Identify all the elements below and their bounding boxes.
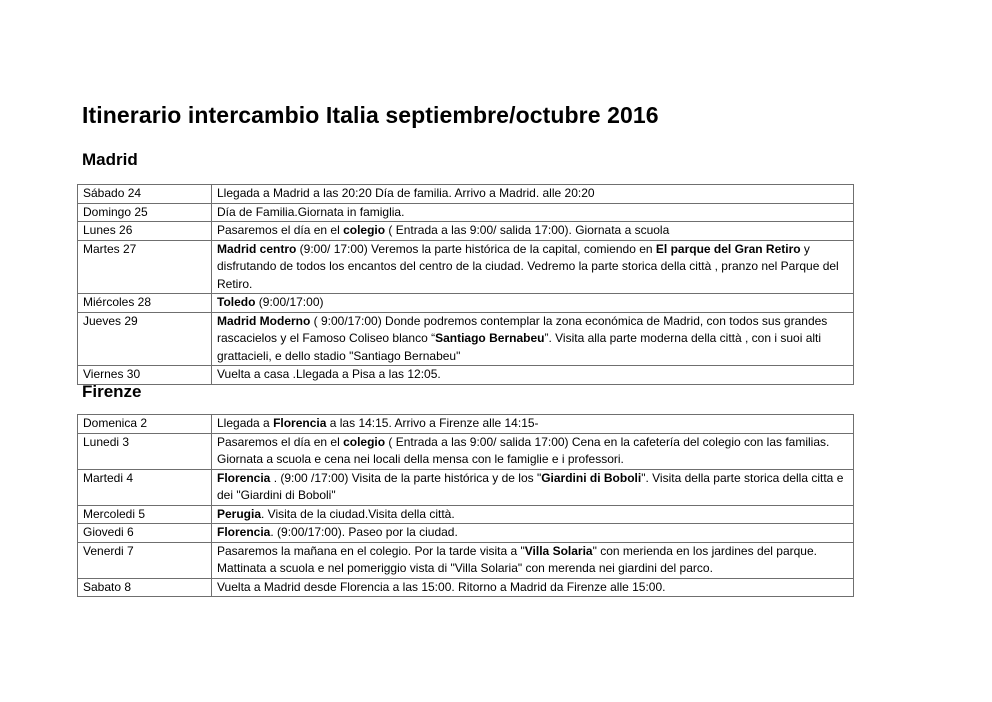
activity-cell: [212, 294, 854, 313]
activity-cell: [212, 415, 854, 434]
activity-text: Pasaremos la mañana en el colegio. Por la tarde visita a ": [217, 543, 525, 558]
table-row: [78, 203, 854, 222]
table-row: [78, 185, 854, 204]
activity-cell: [212, 185, 854, 204]
day-cell: Jueves 29: [78, 312, 212, 366]
activity-text: Llegada a Madrid a las 20:20 Día de familia. Arrivo a Madrid. alle 20:20: [217, 186, 595, 200]
activity-text-bold: Villa Solaria: [524, 543, 593, 558]
table-row: [78, 240, 854, 294]
activity-cell: [212, 240, 854, 294]
activity-text-bold: Giardini di Boboli: [541, 470, 642, 485]
activity-cell: [212, 203, 854, 222]
table-row: [78, 524, 854, 543]
activity-text: ( 9:00/17:00) Donde podremos contemplar la zona económica de Madrid, con todos sus grandes rascacielos y el Famoso Coliseo blanco “: [217, 313, 828, 345]
activity-text-bold: Perugia: [217, 506, 262, 521]
activity-text: Día de Familia.Giornata in famiglia.: [217, 204, 405, 219]
day-cell: Domingo 25: [78, 203, 212, 222]
activity-text: (9:00/17:00): [255, 295, 324, 309]
activity-text: Pasaremos el día en el: [217, 223, 344, 237]
day-cell: Giovedi 6: [78, 524, 212, 543]
activity-cell: [212, 312, 854, 366]
itinerary-table-firenze: [77, 414, 854, 597]
activity-text-bold: Florencia: [217, 470, 271, 485]
activity-text: y disfrutando de todos los encantos del centro de la ciudad. Vedremo la parte storica della città , pranzo nel Parque del Retiro.: [217, 241, 839, 291]
activity-text: a las 14:15. Arrivo a Firenze alle 14:15-: [326, 416, 539, 430]
table-row: [78, 433, 854, 469]
activity-text: . (9:00 /17:00) Visita de la parte histórica y de los ": [270, 470, 542, 485]
activity-text: ( Entrada a las 9:00/ salida 17:00) Cena en la cafetería del colegio con las familias. Giornata a scuola e cena nei locali della mensa con le famiglie e i professori.: [217, 434, 830, 466]
table-row: [78, 312, 854, 366]
day-cell: Lunes 26: [78, 222, 212, 241]
table-row: [78, 222, 854, 241]
activity-cell: [212, 366, 854, 385]
day-cell: Sabato 8: [78, 578, 212, 597]
itinerary-table-madrid: [77, 184, 854, 385]
table-row: [78, 415, 854, 434]
activity-text-bold: El parque del Gran Retiro: [655, 241, 801, 256]
table-row: [78, 542, 854, 578]
activity-cell: [212, 578, 854, 597]
activity-text: ”. Visita alla parte moderna della città , con i suoi alti grattacieli, e dello stadio "Santiago Bernabeu": [217, 331, 822, 363]
day-cell: Viernes 30: [78, 366, 212, 385]
activity-text-bold: colegio: [343, 434, 386, 449]
activity-cell: [212, 542, 854, 578]
activity-text: Vuelta a casa .Llegada a Pisa a las 12:05.: [217, 367, 441, 381]
activity-text: ". Visita della parte storica della citta e dei "Giardini di Boboli": [217, 470, 844, 502]
activity-text: Vuelta a Madrid desde Florencia a las 15:00. Ritorno a Madrid da Firenze alle 15:00.: [217, 579, 666, 594]
activity-text-bold: Madrid centro: [217, 241, 297, 256]
activity-text: . Visita de la ciudad.Visita della città.: [261, 506, 455, 521]
table-row: [78, 469, 854, 505]
day-cell: Miércoles 28: [78, 294, 212, 313]
day-cell: Martedi 4: [78, 469, 212, 505]
table-row: [78, 505, 854, 524]
activity-cell: [212, 433, 854, 469]
day-cell: Domenica 2: [78, 415, 212, 434]
activity-cell: [212, 222, 854, 241]
document-title: Itinerario intercambio Italia septiembre/octubre 2016: [82, 102, 659, 128]
table-row: [78, 366, 854, 385]
activity-text-bold: Florencia: [273, 416, 327, 430]
section-heading-madrid: Madrid: [82, 150, 138, 169]
activity-text: (9:00/ 17:00) Veremos la parte histórica de la capital, comiendo en: [296, 241, 656, 256]
activity-text-bold: Toledo: [217, 295, 256, 309]
activity-cell: [212, 505, 854, 524]
table-row: [78, 294, 854, 313]
section-heading-firenze: Firenze: [82, 382, 142, 401]
day-cell: Lunedi 3: [78, 433, 212, 469]
activity-text-bold: Florencia: [217, 525, 271, 539]
activity-cell: [212, 524, 854, 543]
day-cell: Martes 27: [78, 240, 212, 294]
activity-text: Pasaremos el día en el: [217, 434, 344, 449]
activity-cell: [212, 469, 854, 505]
activity-text-bold: Santiago Bernabeu: [435, 331, 545, 345]
day-cell: Mercoledi 5: [78, 505, 212, 524]
activity-text: . (9:00/17:00). Paseo por la ciudad.: [270, 525, 458, 539]
activity-text: " con merienda en los jardines del parque. Mattinata a scuola e nel pomeriggio vista di "Villa Solaria" con merenda nei giardini del parco.: [217, 543, 817, 575]
activity-text: ( Entrada a las 9:00/ salida 17:00). Giornata a scuola: [385, 223, 670, 237]
table-row: [78, 578, 854, 597]
activity-text-bold: Madrid Moderno: [217, 313, 311, 328]
day-cell: Venerdi 7: [78, 542, 212, 578]
activity-text-bold: colegio: [343, 223, 386, 237]
activity-text: Llegada a: [217, 416, 274, 430]
day-cell: Sábado 24: [78, 185, 212, 204]
